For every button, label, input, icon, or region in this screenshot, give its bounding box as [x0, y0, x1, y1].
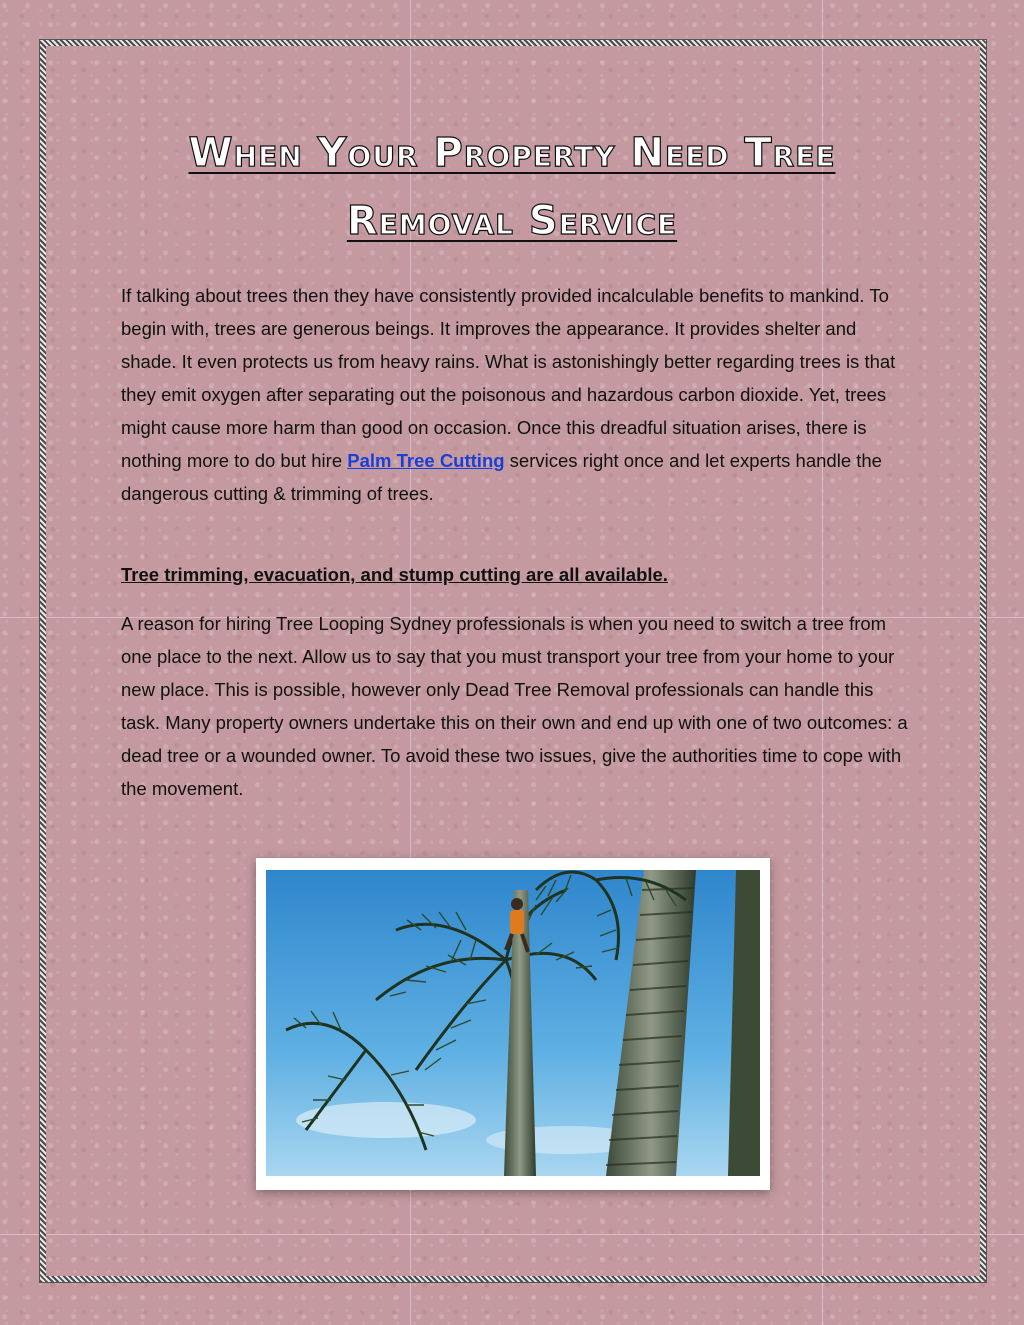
section-subheading: Tree trimming, evacuation, and stump cutting are all available. — [121, 564, 668, 585]
intro-paragraph — [121, 279, 911, 510]
title-line-2: Removal Service — [346, 198, 678, 244]
page-title — [100, 130, 924, 266]
intro-text-end: services right once and let experts handle the dangerous cutting & trimming of trees. — [121, 450, 882, 504]
palm-trees-illustration — [266, 870, 760, 1176]
body-paragraph: A reason for hiring Tree Looping Sydney professionals is when you need to switch a tree from one place to the next. Allow us to say that you must transport your tree from your home to your new place. This is possible, however only Dead Tree Removal professionals can handle this task. Many property owners undertake this on their own and end up with one of two outcomes: a dead tree or a wounded owner. To avoid these two issues, give the authorities time to cope with the movement. — [121, 613, 908, 799]
photo-frame — [256, 858, 770, 1190]
title-line-1: When Your Property Need Tree — [188, 130, 836, 176]
palm-tree-cutting-link[interactable]: Palm Tree Cutting — [347, 450, 505, 471]
intro-text-start: If talking about trees then they have consistently provided incalculable benefits to mankind. To begin with, trees are generous beings. It improves the appearance. It provides shelter and shade. It even protects us from heavy rains. What is astonishingly better regarding trees is that they emit oxygen after separating out the poisonous and hazardous carbon dioxide. Yet, trees might cause more harm than good on occasion. Once this dreadful situation arises, there is nothing more to do but hire — [121, 285, 896, 471]
palm-trees-photo — [266, 870, 760, 1176]
